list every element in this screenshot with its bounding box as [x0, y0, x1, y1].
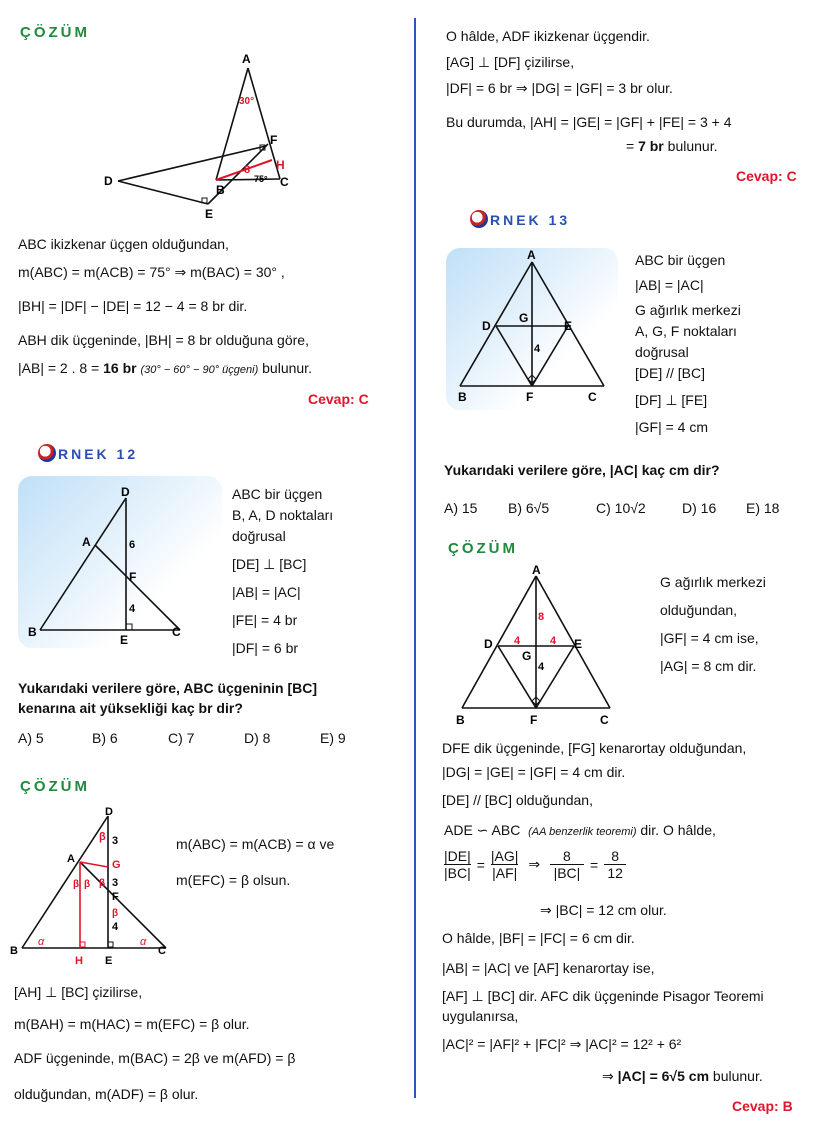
sol3-line11: |AC|² = |AF|² + |FC|² ⇒ |AC|² = 12² + 6² — [442, 1036, 682, 1052]
label-E: E — [205, 207, 214, 221]
svg-text:E: E — [564, 319, 573, 333]
svg-text:A: A — [67, 853, 75, 865]
svg-text:E: E — [120, 633, 129, 647]
ornek-logo-icon — [470, 210, 488, 228]
svg-text:3: 3 — [112, 877, 119, 889]
sol3-line4: ADE ∽ ABC (AA benzerlik teoremi) dir. O hâlde, — [444, 822, 716, 838]
example13-option-e[interactable]: E) 18 — [746, 500, 780, 516]
svg-text:A: A — [82, 535, 91, 549]
svg-text:G: G — [519, 311, 529, 325]
svg-text:B: B — [10, 945, 18, 957]
svg-text:D: D — [484, 637, 493, 651]
example13-question: Yukarıdaki verilere göre, |AC| kaç cm dir? — [444, 462, 720, 478]
answer-3: Cevap: B — [732, 1098, 793, 1114]
svg-text:F: F — [530, 713, 538, 727]
svg-text:E: E — [574, 637, 583, 651]
sol1-line2: m(ABC) = m(ACB) = 75° ⇒ m(BAC) = 30° , — [18, 264, 285, 280]
ornek-logo-icon — [38, 444, 56, 462]
angle-A: 30° — [239, 96, 255, 107]
svg-text:β: β — [84, 879, 91, 890]
sol3-line7: O hâlde, |BF| = |FC| = 6 cm dir. — [442, 930, 635, 946]
sol1-line4: ABH dik üçgeninde, |BH| = 8 br olduğuna göre, — [18, 332, 309, 348]
example12-question-2: kenarına ait yüksekliği kaç br dir? — [18, 700, 243, 716]
sol2-line3: ADF üçgeninde, m(BAC) = 2β ve m(AFD) = β — [14, 1050, 296, 1066]
svg-text:G: G — [522, 649, 532, 663]
svg-text:4: 4 — [534, 343, 541, 355]
example12-option-d[interactable]: D) 8 — [244, 730, 271, 746]
svg-text:B: B — [28, 625, 37, 639]
svg-text:3: 3 — [112, 835, 119, 847]
svg-text:β: β — [99, 878, 106, 889]
svg-text:C: C — [600, 713, 609, 727]
svg-text:α: α — [38, 936, 45, 948]
svg-text:F: F — [526, 390, 534, 404]
svg-text:D: D — [105, 806, 113, 818]
svg-text:D: D — [121, 485, 130, 499]
solution3-header: ÇÖZÜM — [448, 540, 518, 557]
seg-8: 8 — [244, 164, 251, 176]
svg-text:8: 8 — [538, 611, 545, 623]
svg-text:4: 4 — [550, 635, 557, 647]
sol3-line12: ⇒ |AC| = 6√5 cm bulunur. — [602, 1068, 763, 1084]
example12-question-1: Yukarıdaki verilere göre, ABC üçgeninin [BC] — [18, 680, 318, 696]
sol3-line6: ⇒ |BC| = 12 cm olur. — [540, 902, 667, 918]
sol2-line2: m(BAH) = m(HAC) = m(EFC) = β olur. — [14, 1016, 250, 1032]
svg-text:C: C — [172, 625, 181, 639]
example13-option-b[interactable]: B) 6√5 — [508, 500, 550, 516]
label-D: D — [104, 174, 113, 188]
solution-header: ÇÖZÜM — [20, 24, 90, 41]
example13-option-d[interactable]: D) 16 — [682, 500, 717, 516]
angle-C: 75° — [254, 174, 268, 184]
sol2-line1: [AH] ⊥ [BC] çizilirse, — [14, 984, 143, 1000]
svg-text:E: E — [105, 955, 113, 967]
svg-text:C: C — [158, 945, 166, 957]
example13-option-c[interactable]: C) 10√2 — [596, 500, 646, 516]
example13-option-a[interactable]: A) 15 — [444, 500, 478, 516]
sol1-line5: |AB| = 2 . 8 = 16 br (30° − 60° − 90° üçgeni) bulunur. — [18, 360, 312, 376]
svg-text:B: B — [458, 390, 467, 404]
sol2-eq2: m(EFC) = β olsun. — [176, 872, 291, 888]
sol3-line3: [DE] // [BC] olduğundan, — [442, 792, 593, 808]
sol3-line1: DFE dik üçgeninde, [FG] kenarortay olduğundan, — [442, 740, 747, 756]
sol1-line1: ABC ikizkenar üçgen olduğundan, — [18, 236, 229, 252]
sol3-line9: [AF] ⊥ [BC] dir. AFC dik üçgeninde Pisagor Teoremi — [442, 988, 764, 1004]
svg-text:β: β — [73, 879, 80, 890]
sol3-line8: |AB| = |AC| ve [AF] kenarortay ise, — [442, 960, 655, 976]
svg-text:β: β — [112, 908, 119, 919]
example13-figure — [446, 248, 618, 410]
sol3-fraction-row: $\frac{|DE|}{|BC|}$ = $\frac{|AG|}{|AF|}$ ⇒ $\frac{8}{|BC|}$ = $\frac{8}{12}$ — [444, 848, 626, 881]
svg-text:B: B — [456, 713, 465, 727]
example13-given: ABC bir üçgen |AB| = |AC| G ağırlık merkezi A, G, F noktaları doğrusal [DE] // [BC] [DF] ⊥ [FE] |GF| = 4 cm — [635, 252, 741, 435]
label-F: F — [270, 133, 278, 147]
label-B: B — [216, 183, 225, 197]
svg-text:A: A — [532, 563, 541, 577]
sol1-line3: |BH| = |DF| − |DE| = 12 − 4 = 8 br dir. — [18, 298, 248, 314]
solution2-header: ÇÖZÜM — [20, 778, 90, 795]
svg-text:H: H — [75, 955, 83, 967]
example12-option-b[interactable]: B) 6 — [92, 730, 118, 746]
svg-text:G: G — [112, 859, 121, 871]
svg-text:4: 4 — [514, 635, 521, 647]
svg-text:6: 6 — [129, 539, 136, 551]
label-C: C — [280, 175, 289, 189]
cont-line3: |DF| = 6 br ⇒ |DG| = |GF| = 3 br olur. — [446, 80, 673, 96]
solution1-figure — [100, 52, 300, 222]
column-divider — [414, 18, 416, 1098]
svg-text:A: A — [527, 248, 536, 262]
cont-line2: [AG] ⊥ [DF] çizilirse, — [446, 54, 575, 70]
example13-title: RNEK 13 — [470, 210, 570, 228]
example12-option-a[interactable]: A) 5 — [18, 730, 44, 746]
sol2-line4: olduğundan, m(ADF) = β olur. — [14, 1086, 199, 1102]
example12-given: ABC bir üçgen B, A, D noktaları doğrusal [DE] ⊥ [BC] |AB| = |AC| |FE| = 4 br |DF| = 6 br — [232, 486, 334, 656]
svg-text:4: 4 — [112, 921, 119, 933]
sol3-line10: uygulanırsa, — [442, 1008, 519, 1024]
svg-text:D: D — [482, 319, 491, 333]
label-A: A — [242, 52, 251, 66]
svg-text:4: 4 — [129, 603, 136, 615]
answer-2: Cevap: C — [736, 168, 797, 184]
svg-text:C: C — [588, 390, 597, 404]
example12-option-e[interactable]: E) 9 — [320, 730, 346, 746]
svg-text:F: F — [112, 891, 119, 903]
svg-text:β: β — [99, 831, 106, 843]
solution3-side: G ağırlık merkezi olduğundan, |GF| = 4 cm ise, |AG| = 8 cm dir. — [660, 574, 766, 674]
sol3-line2: |DG| = |GE| = |GF| = 4 cm dir. — [442, 764, 626, 780]
solution2-figure — [8, 800, 173, 970]
answer-1: Cevap: C — [308, 391, 369, 407]
label-H: H — [276, 158, 285, 172]
cont-line4: Bu durumda, |AH| = |GE| = |GF| + |FE| = 3 + 4 — [446, 114, 732, 130]
svg-text:α: α — [140, 936, 147, 948]
svg-text:4: 4 — [538, 661, 545, 673]
svg-text:F: F — [129, 570, 137, 584]
sol2-eq1: m(ABC) = m(ACB) = α ve — [176, 836, 335, 852]
example12-figure — [18, 476, 222, 648]
cont-line1: O hâlde, ADF ikizkenar üçgendir. — [446, 28, 650, 44]
example12-title: RNEK 12 — [38, 444, 138, 462]
cont-line5: = 7 br bulunur. — [626, 138, 718, 154]
solution3-figure — [448, 562, 628, 730]
example12-option-c[interactable]: C) 7 — [168, 730, 195, 746]
